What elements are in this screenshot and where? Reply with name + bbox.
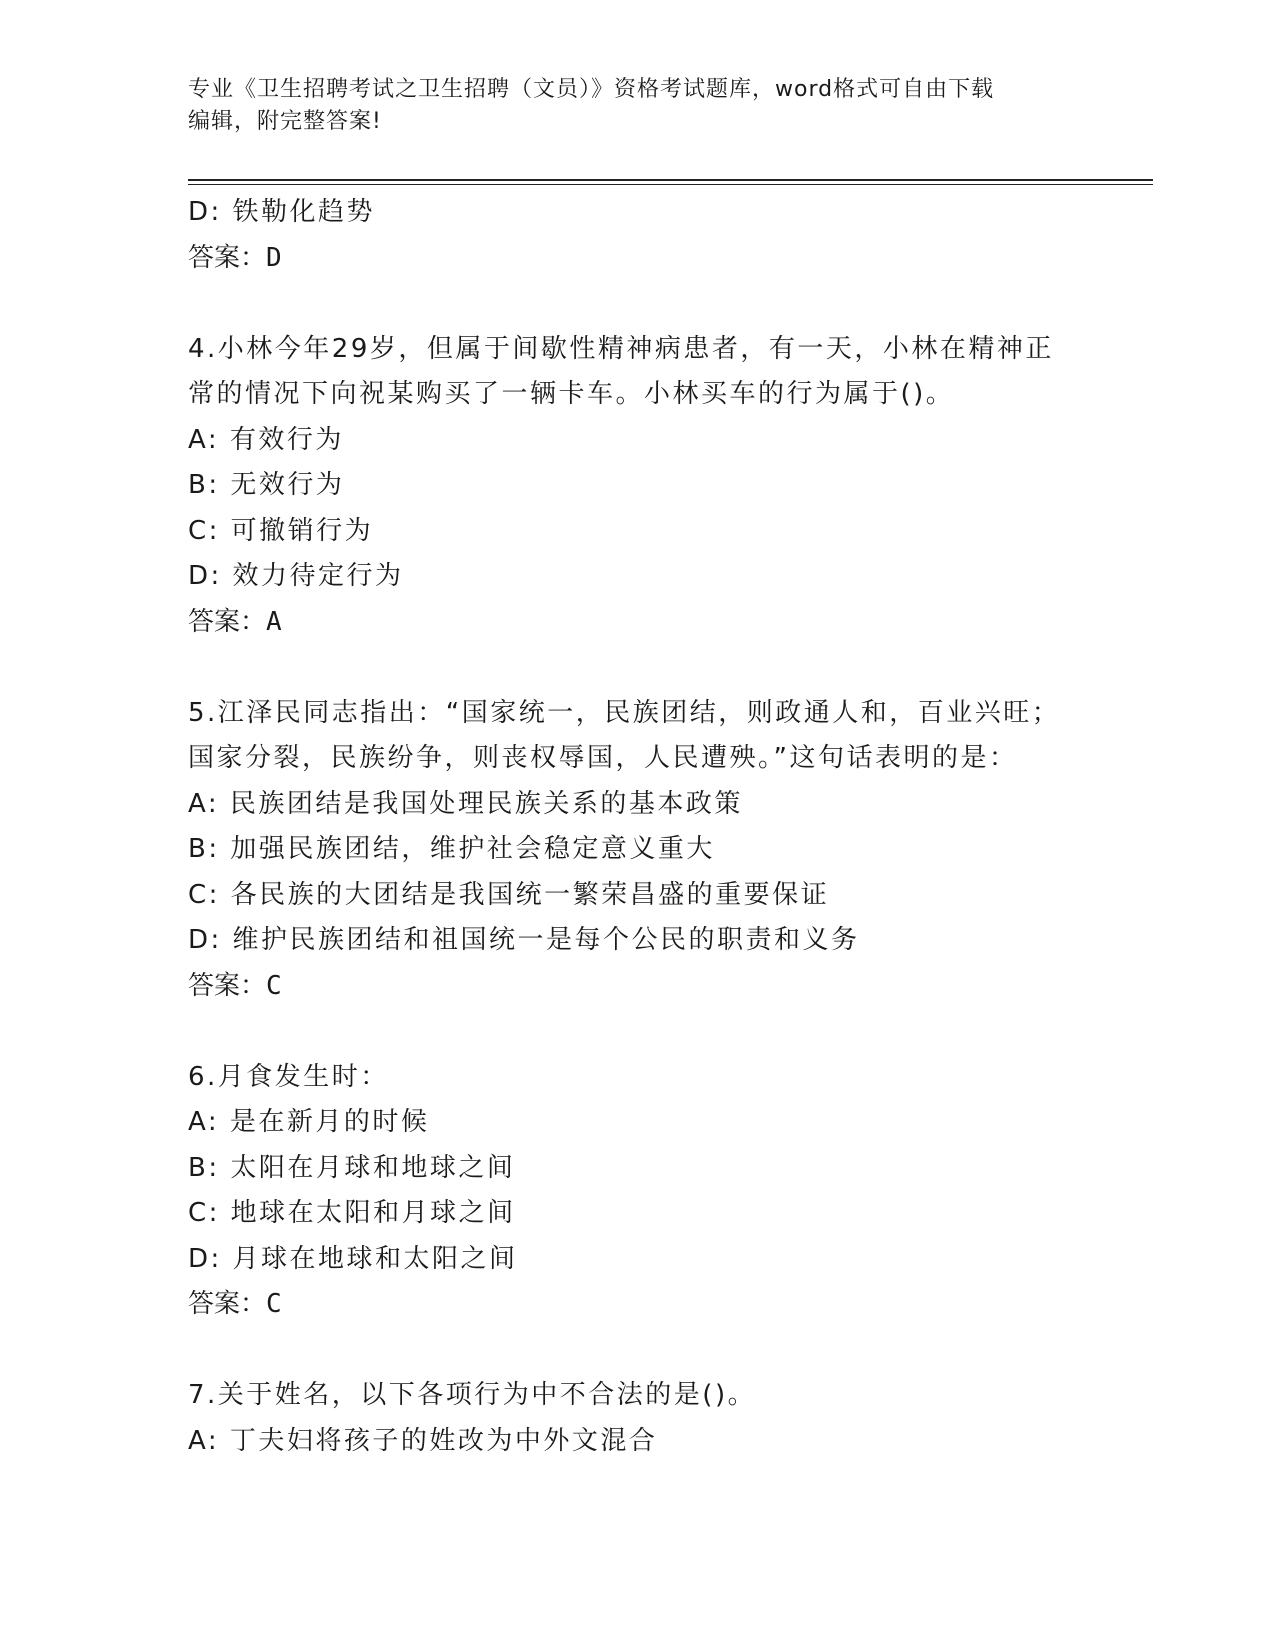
header-line-1: 专业《卫生招聘考试之卫生招聘（文员）》资格考试题库，word格式可自由下载 [188, 77, 995, 102]
option-b: B: 无效行为 [188, 470, 345, 500]
answer: 答案：C [188, 1289, 282, 1319]
question-stem-line: 常的情况下向祝某购买了一辆卡车。小林买车的行为属于()。 [188, 379, 955, 409]
spacer [188, 1328, 1088, 1374]
question-6 [188, 1055, 1088, 1328]
answer: 答案：C [188, 970, 282, 1001]
spacer [188, 645, 1088, 691]
header-divider-thin [188, 184, 1153, 185]
question-stem-line: 6.月食发生时： [188, 1061, 389, 1092]
question-4 [188, 327, 1088, 646]
option-c: C: 各民族的大团结是我国统一繁荣昌盛的重要保证 [188, 879, 830, 910]
option-d: D: 效力待定行为 [188, 561, 404, 591]
q3-option-d: D: 铁勒化趋势 [188, 197, 376, 227]
question-7 [188, 1373, 1088, 1464]
option-b: B: 太阳在月球和地球之间 [188, 1152, 516, 1183]
header-line-2: 编辑，附完整答案! [188, 109, 382, 134]
option-c: C: 可撤销行为 [188, 515, 374, 546]
question-stem-line: 4.小林今年29岁，但属于间歇性精神病患者，有一天，小林在精神正 [188, 333, 1054, 364]
spacer [188, 1009, 1088, 1055]
option-d: D: 月球在地球和太阳之间 [188, 1243, 518, 1274]
document-header [188, 74, 1088, 138]
q3-answer: 答案：D [188, 242, 282, 273]
question-5 [188, 691, 1088, 1010]
option-d: D: 维护民族团结和祖国统一是每个公民的职责和义务 [188, 925, 860, 955]
option-a: A: 有效行为 [188, 424, 344, 455]
question-list [188, 190, 1088, 1464]
header-divider-thick [188, 179, 1153, 181]
option-a: A: 丁夫妇将孩子的姓改为中外文混合 [188, 1425, 658, 1456]
question-stem-line: 7.关于姓名，以下各项行为中不合法的是()。 [188, 1380, 757, 1410]
option-a: A: 是在新月的时候 [188, 1107, 430, 1137]
option-b: B: 加强民族团结，维护社会稳定意义重大 [188, 834, 715, 864]
option-a: A: 民族团结是我国处理民族关系的基本政策 [188, 788, 743, 819]
spacer [188, 281, 1088, 327]
option-c: C: 地球在太阳和月球之间 [188, 1198, 516, 1228]
question-stem-line: 国家分裂，民族纷争，则丧权辱国，人民遭殃。”这句话表明的是： [188, 743, 1018, 773]
question-stem-line: 5.江泽民同志指出：“国家统一，民族团结，则政通人和，百业兴旺； [188, 697, 1061, 728]
answer: 答案：A [188, 606, 282, 637]
